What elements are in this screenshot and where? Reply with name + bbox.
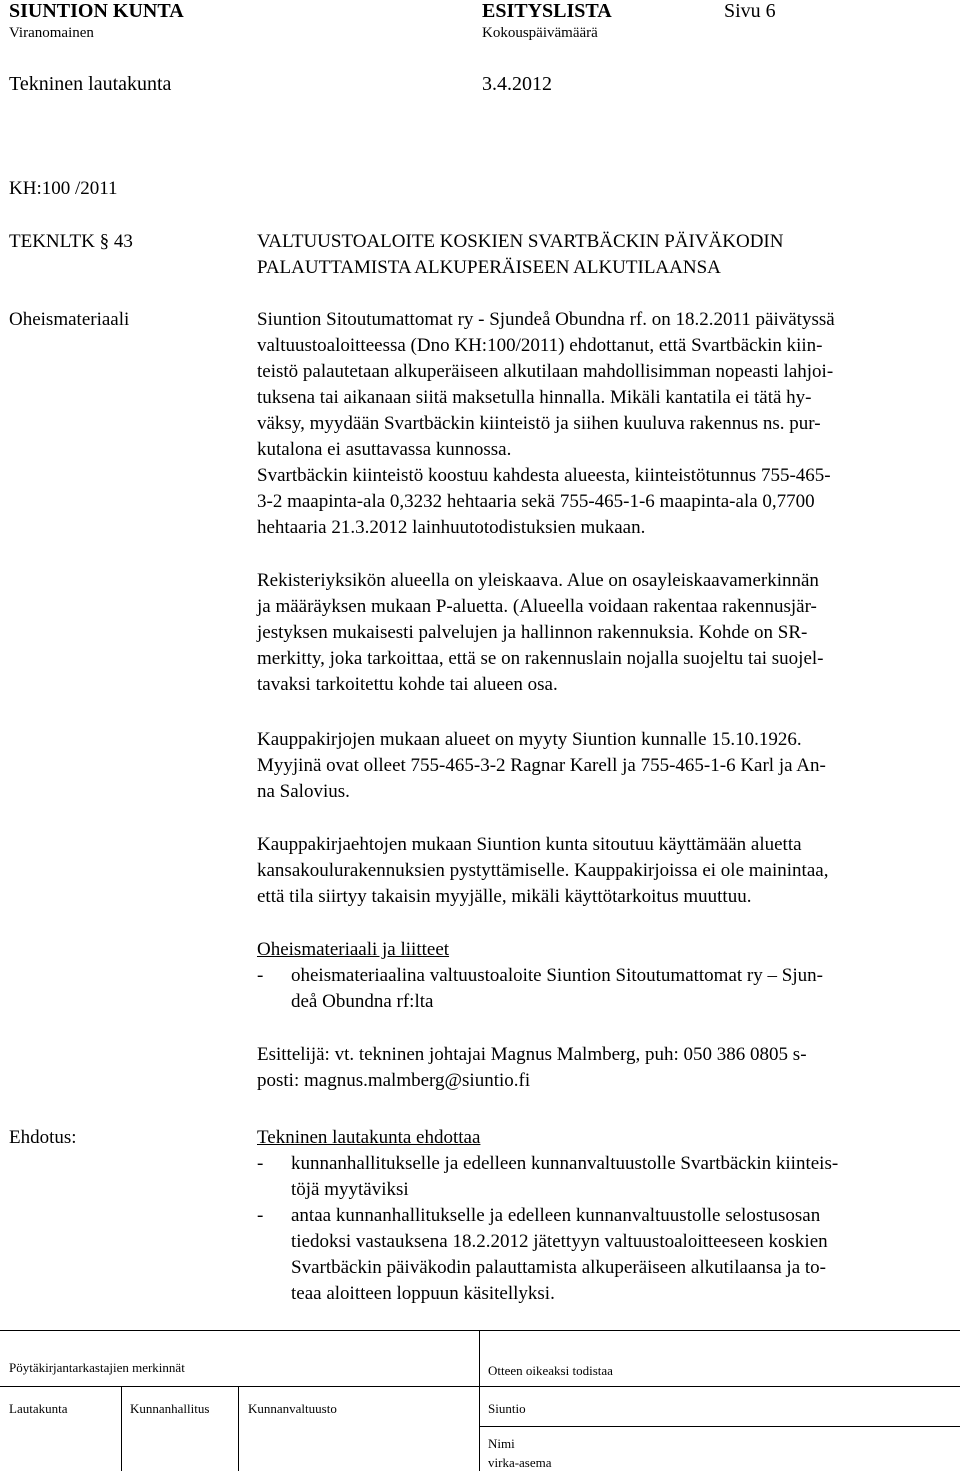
doc-type: ESITYSLISTA	[482, 0, 612, 22]
footer-col-kunnanhallitus: Kunnanhallitus	[130, 1401, 210, 1416]
footer-col-divider-2	[238, 1386, 239, 1471]
list-dash: -	[257, 1153, 264, 1174]
oheismateriaali-label: Oheismateriaali	[9, 309, 130, 330]
case-number: KH:100 /2011	[9, 178, 118, 199]
case-title-line-2: PALAUTTAMISTA ALKUPERÄISEEN ALKUTILAANSA	[257, 257, 721, 278]
footer-top-rule	[0, 1330, 960, 1331]
list-item	[257, 1203, 947, 1307]
text-line: Svartbäckin päiväkodin palauttamista alkuperäiseen alkutilaansa ja to-	[291, 1257, 826, 1278]
text-line: tavaksi tarkoitettu kohde tai alueen osa.	[257, 674, 558, 695]
proposal-heading: Tekninen lautakunta ehdottaa	[257, 1127, 481, 1148]
paragraph-deed-terms	[257, 832, 947, 910]
text-line: Esittelijä: vt. tekninen johtajai Magnus Malmberg, puh: 050 386 0805 s-	[257, 1044, 807, 1065]
attachments-section	[257, 937, 947, 1015]
text-line: Rekisteriyksikön alueella on yleiskaava. Alue on osayleiskaavamerkinnän	[257, 570, 819, 591]
text-line: tiedoksi vastauksena 18.2.2012 jätettyyn valtuustoaloitteeseen koskien	[291, 1231, 828, 1252]
text-line: deå Obundna rf:lta	[291, 991, 434, 1012]
text-line: teaa aloitteen loppuun käsitellyksi.	[291, 1283, 555, 1304]
text-line: väksy, myydään Svartbäckin kiinteistö ja siihen kuuluva rakennus ns. pur-	[257, 413, 821, 434]
text-line: Myyjinä ovat olleet 755-465-3-2 Ragnar Karell ja 755-465-1-6 Karl ja An-	[257, 755, 826, 776]
text-line: Svartbäckin kiinteistö koostuu kahdesta alueesta, kiinteistötunnus 755-465-	[257, 465, 831, 486]
text-line: kutalona ei asuttavassa kunnossa.	[257, 439, 512, 460]
footer-position: virka-asema	[488, 1455, 552, 1470]
footer-center-divider	[479, 1330, 480, 1471]
text-line: ja määräyksen mukaan P-aluetta. (Alueella voidaan rakentaa rakennusjär-	[257, 596, 817, 617]
list-item	[257, 963, 947, 1015]
org-name: SIUNTION KUNTA	[9, 0, 184, 22]
text-line: 3-2 maapinta-ala 0,3232 hehtaaria sekä 755-465-1-6 maapinta-ala 0,7700	[257, 491, 815, 512]
authority-name: Tekninen lautakunta	[9, 73, 172, 95]
text-line: valtuustoaloitteessa (Dno KH:100/2011) ehdottanut, että Svartbäckin kiin-	[257, 335, 823, 356]
case-section: TEKNLTK § 43	[9, 231, 133, 252]
text-line: teistö palautetaan alkuperäiseen alkutilaan mahdollisimman nopeasti lahjoi-	[257, 361, 834, 382]
text-line: tuksena tai aikanaan siitä maksetulla hinnalla. Mikäli kantatila ei tätä hy-	[257, 387, 812, 408]
footer-row-rule	[0, 1386, 960, 1387]
footer-place: Siuntio	[488, 1401, 526, 1416]
paragraph-deeds	[257, 727, 947, 805]
case-title-line-1: VALTUUSTOALOITE KOSKIEN SVARTBÄCKIN PÄIVÄKODIN	[257, 231, 784, 252]
footer-col-kunnanvaltuusto: Kunnanvaltuusto	[248, 1401, 337, 1416]
footer-col-divider-1	[121, 1386, 122, 1471]
text-line: antaa kunnanhallitukselle ja edelleen kunnanvaltuustolle selostusosan	[291, 1205, 821, 1226]
list-item	[257, 1151, 947, 1203]
text-line: oheismateriaalina valtuustoaloite Siuntion Sitoutumattomat ry – Sjun-	[291, 965, 823, 986]
text-line: kunnanhallitukselle ja edelleen kunnanvaltuustolle Svartbäckin kiinteis-	[291, 1153, 839, 1174]
presenter-info	[257, 1042, 947, 1094]
text-line: Kauppakirjojen mukaan alueet on myyty Siuntion kunnalle 15.10.1926.	[257, 729, 802, 750]
text-line: kansakoulurakennuksien pystyttämiselle. Kauppakirjoissa ei ole mainintaa,	[257, 860, 829, 881]
footer-reviewers-title: Pöytäkirjantarkastajien merkinnät	[9, 1360, 185, 1375]
footer-name: Nimi	[488, 1436, 515, 1451]
authority-label: Viranomainen	[9, 25, 94, 41]
footer-col-lautakunta: Lautakunta	[9, 1401, 68, 1416]
text-line: Siuntion Sitoutumattomat ry - Sjundeå Obundna rf. on 18.2.2011 päivätyssä	[257, 309, 835, 330]
list-dash: -	[257, 965, 264, 986]
date-label: Kokouspäivämäärä	[482, 25, 598, 41]
page-number: Sivu 6	[724, 0, 776, 22]
text-line: hehtaaria 21.3.2012 lainhuutotodistuksien mukaan.	[257, 517, 646, 538]
paragraph-initiative	[257, 307, 947, 541]
footer-right-row-rule	[479, 1426, 960, 1427]
proposal-label: Ehdotus:	[9, 1127, 77, 1148]
text-line: jestyksen mukaisesti palvelujen ja hallinnon rakennuksia. Kohde on SR-	[257, 622, 808, 643]
text-line: na Salovius.	[257, 781, 350, 802]
text-line: että tila siirtyy takaisin myyjälle, mikäli käyttötarkoitus muuttuu.	[257, 886, 752, 907]
meeting-date: 3.4.2012	[482, 73, 552, 95]
text-line: töjä myytäviksi	[291, 1179, 409, 1200]
paragraph-zoning	[257, 568, 947, 698]
proposal-section	[257, 1125, 947, 1307]
list-dash: -	[257, 1205, 264, 1226]
text-line: merkitty, joka tarkoittaa, että se on rakennuslain nojalla suojeltu tai suojel-	[257, 648, 824, 669]
footer-certified-title: Otteen oikeaksi todistaa	[488, 1363, 613, 1378]
text-line: posti: magnus.malmberg@siuntio.fi	[257, 1070, 531, 1091]
attachments-heading: Oheismateriaali ja liitteet	[257, 939, 450, 960]
text-line: Kauppakirjaehtojen mukaan Siuntion kunta sitoutuu käyttämään aluetta	[257, 834, 802, 855]
